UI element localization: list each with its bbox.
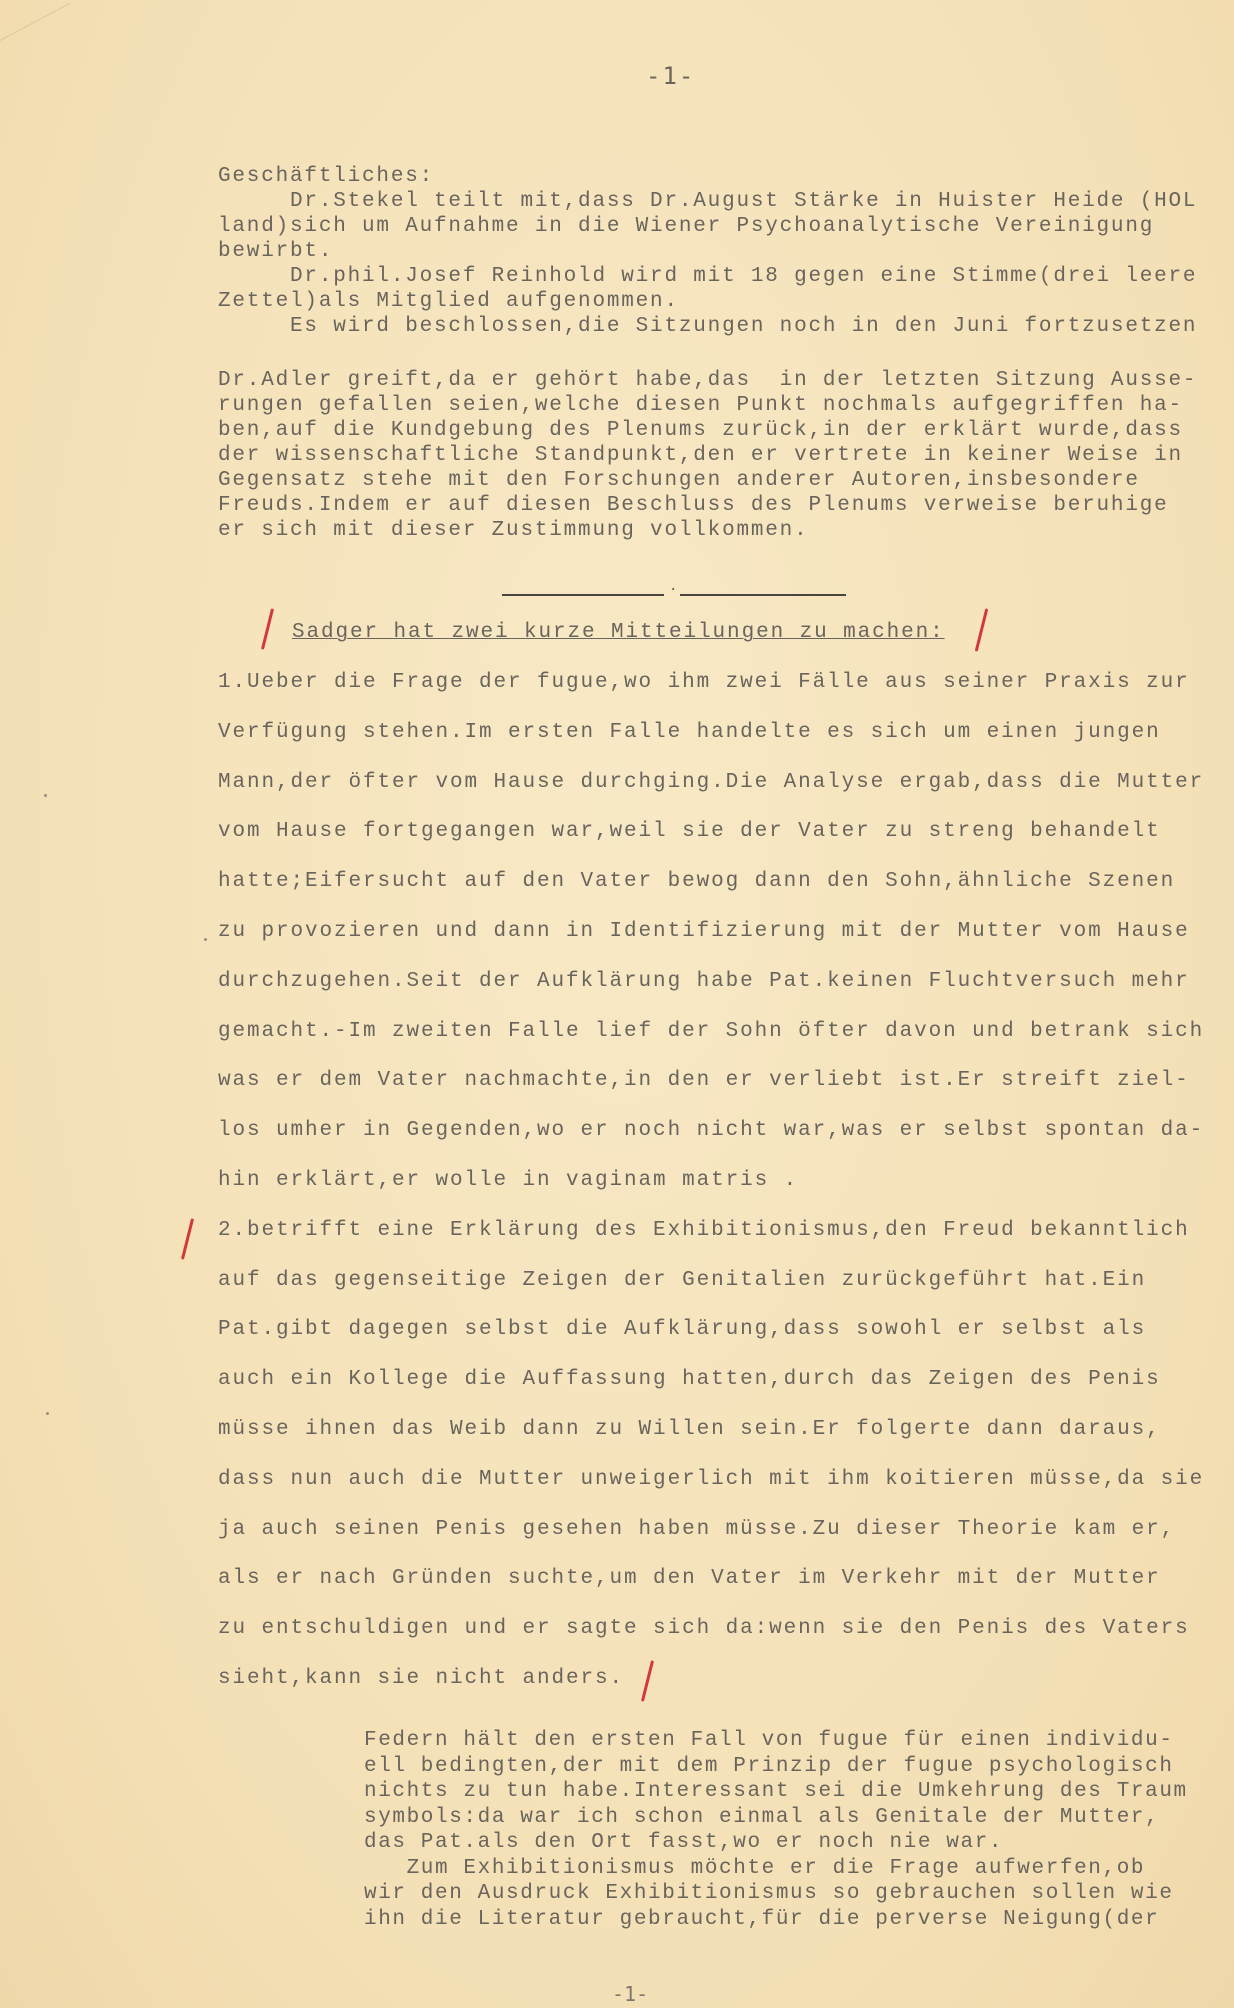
text-line: auf das gegenseitige Zeigen der Genitalien zurückgeführt hat.Ein	[218, 1268, 1147, 1292]
text-line: Pat.gibt dagegen selbst die Aufklärung,dass sowohl er selbst als	[218, 1318, 1147, 1342]
sadger-intro	[292, 608, 1234, 658]
text-line: 1.Ueber die Frage der fugue,wo ihm zwei Fälle aus seiner Praxis zur	[218, 671, 1190, 694]
separator-line-left	[502, 594, 664, 596]
text-line: das Pat.als den Ort fasst,wo er noch nie war.	[364, 1831, 1004, 1854]
federn-section	[364, 1728, 1234, 1932]
business-section	[218, 164, 1228, 339]
text-line: dass nun auch die Mutter unweigerlich mit ihm koitieren müsse,da sie	[218, 1467, 1205, 1491]
text-line: Zettel)als Mitglied aufgenommen.	[218, 290, 679, 313]
text-line: sieht,kann sie nicht anders.	[218, 1666, 625, 1690]
text-line: rungen gefallen seien,welche diesen Punkt nochmals aufgegriffen ha-	[218, 394, 1183, 417]
text-line: Federn hält den ersten Fall von fugue für einen individu-	[364, 1729, 1174, 1752]
text-line: ihn die Literatur gebraucht,für die perverse Neigung(der	[364, 1907, 1160, 1931]
adler-section	[218, 368, 1228, 543]
text-line: Freuds.Indem er auf diesen Beschluss des Plenums verweise beruhige	[218, 494, 1169, 517]
sadger-section	[218, 658, 1228, 1704]
text-line: Gegensatz stehe mit den Forschungen anderer Autoren,insbesondere	[218, 469, 1140, 492]
text-line: Dr.Stekel teilt mit,dass Dr.August Stärke in Huister Heide (HOL	[218, 190, 1198, 213]
text-line: los umher in Gegenden,wo er noch nicht war,was er selbst spontan da-	[218, 1119, 1205, 1143]
text-line: müsse ihnen das Weib dann zu Willen sein.Er folgerte dann daraus,	[218, 1417, 1161, 1441]
text-line: der wissenschaftliche Standpunkt,den er vertrete in keiner Weise in	[218, 444, 1183, 467]
text-line: er sich mit dieser Zustimmung vollkommen.	[218, 519, 809, 542]
text-line: durchzugehen.Seit der Aufklärung habe Pat.keinen Fluchtversuch mehr	[218, 969, 1190, 993]
text-line: symbols:da war ich schon einmal als Genitale der Mutter,	[364, 1805, 1160, 1829]
text-line: hatte;Eifersucht auf den Vater bewog dann den Sohn,ähnliche Szenen	[218, 870, 1176, 894]
text-line: Es wird beschlossen,die Sitzungen noch in den Juni fortzusetzen	[218, 315, 1198, 338]
text-line: land)sich um Aufnahme in die Wiener Psychoanalytische Vereinigung	[218, 215, 1155, 238]
red-pencil-mark	[261, 608, 274, 649]
text-line: was er dem Vater nachmachte,in den er verliebt ist.Er streift ziel-	[218, 1069, 1190, 1093]
text-line: auch ein Kollege die Auffassung hatten,durch das Zeigen des Penis	[218, 1368, 1161, 1392]
paper-speck	[46, 1412, 49, 1415]
separator-dot: .	[669, 578, 678, 594]
paper-speck	[204, 938, 207, 941]
text-line: als er nach Gründen suchte,um den Vater im Verkehr mit der Mutter	[218, 1567, 1161, 1591]
text-line: Geschäftliches:	[218, 165, 435, 188]
text-line: Dr.Adler greift,da er gehört habe,das in der letzten Sitzung Ausse-	[218, 369, 1198, 392]
text-line: zu provozieren und dann in Identifizierung mit der Mutter vom Hause	[218, 919, 1190, 943]
bottom-page-mark: -1-	[612, 1982, 649, 2006]
folded-corner	[0, 0, 70, 41]
text-line: Zum Exhibitionismus möchte er die Frage aufwerfen,ob	[364, 1856, 1146, 1880]
text-line: gemacht.-Im zweiten Falle lief der Sohn öfter davon und betrank sich	[218, 1019, 1205, 1043]
text-line: ell bedingten,der mit dem Prinzip der fugue psychologisch	[364, 1754, 1174, 1778]
paper-speck	[44, 794, 47, 797]
text-line: hin erklärt,er wolle in vaginam matris .	[218, 1168, 799, 1192]
text-line: bewirbt.	[218, 240, 334, 263]
text-line: Verfügung stehen.Im ersten Falle handelte es sich um einen jungen	[218, 720, 1161, 744]
text-line: ja auch seinen Penis gesehen haben müsse.Zu dieser Theorie kam er,	[218, 1517, 1176, 1541]
text-line: wir den Ausdruck Exhibitionismus so gebrauchen sollen wie	[364, 1882, 1174, 1905]
separator-line-right	[680, 594, 846, 596]
text-line: Sadger hat zwei kurze Mitteilungen zu machen:	[292, 621, 945, 644]
text-line: vom Hause fortgegangen war,weil sie der Vater zu streng behandelt	[218, 820, 1161, 844]
red-pencil-mark	[181, 1218, 194, 1259]
text-line: 2.betrifft eine Erklärung des Exhibitionismus,den Freud bekanntlich	[218, 1218, 1190, 1242]
text-line: ben,auf die Kundgebung des Plenums zurück,in der erklärt wurde,dass	[218, 419, 1183, 442]
text-line: Mann,der öfter vom Hause durchging.Die Analyse ergab,dass die Mutter	[218, 770, 1205, 794]
text-line: zu entschuldigen und er sagte sich da:wenn sie den Penis des Vaters	[218, 1617, 1190, 1641]
page-number: -1-	[646, 62, 696, 90]
text-line: nichts zu tun habe.Interessant sei die Umkehrung des Traum	[364, 1780, 1188, 1803]
text-line: Dr.phil.Josef Reinhold wird mit 18 gegen eine Stimme(drei leere	[218, 265, 1198, 288]
